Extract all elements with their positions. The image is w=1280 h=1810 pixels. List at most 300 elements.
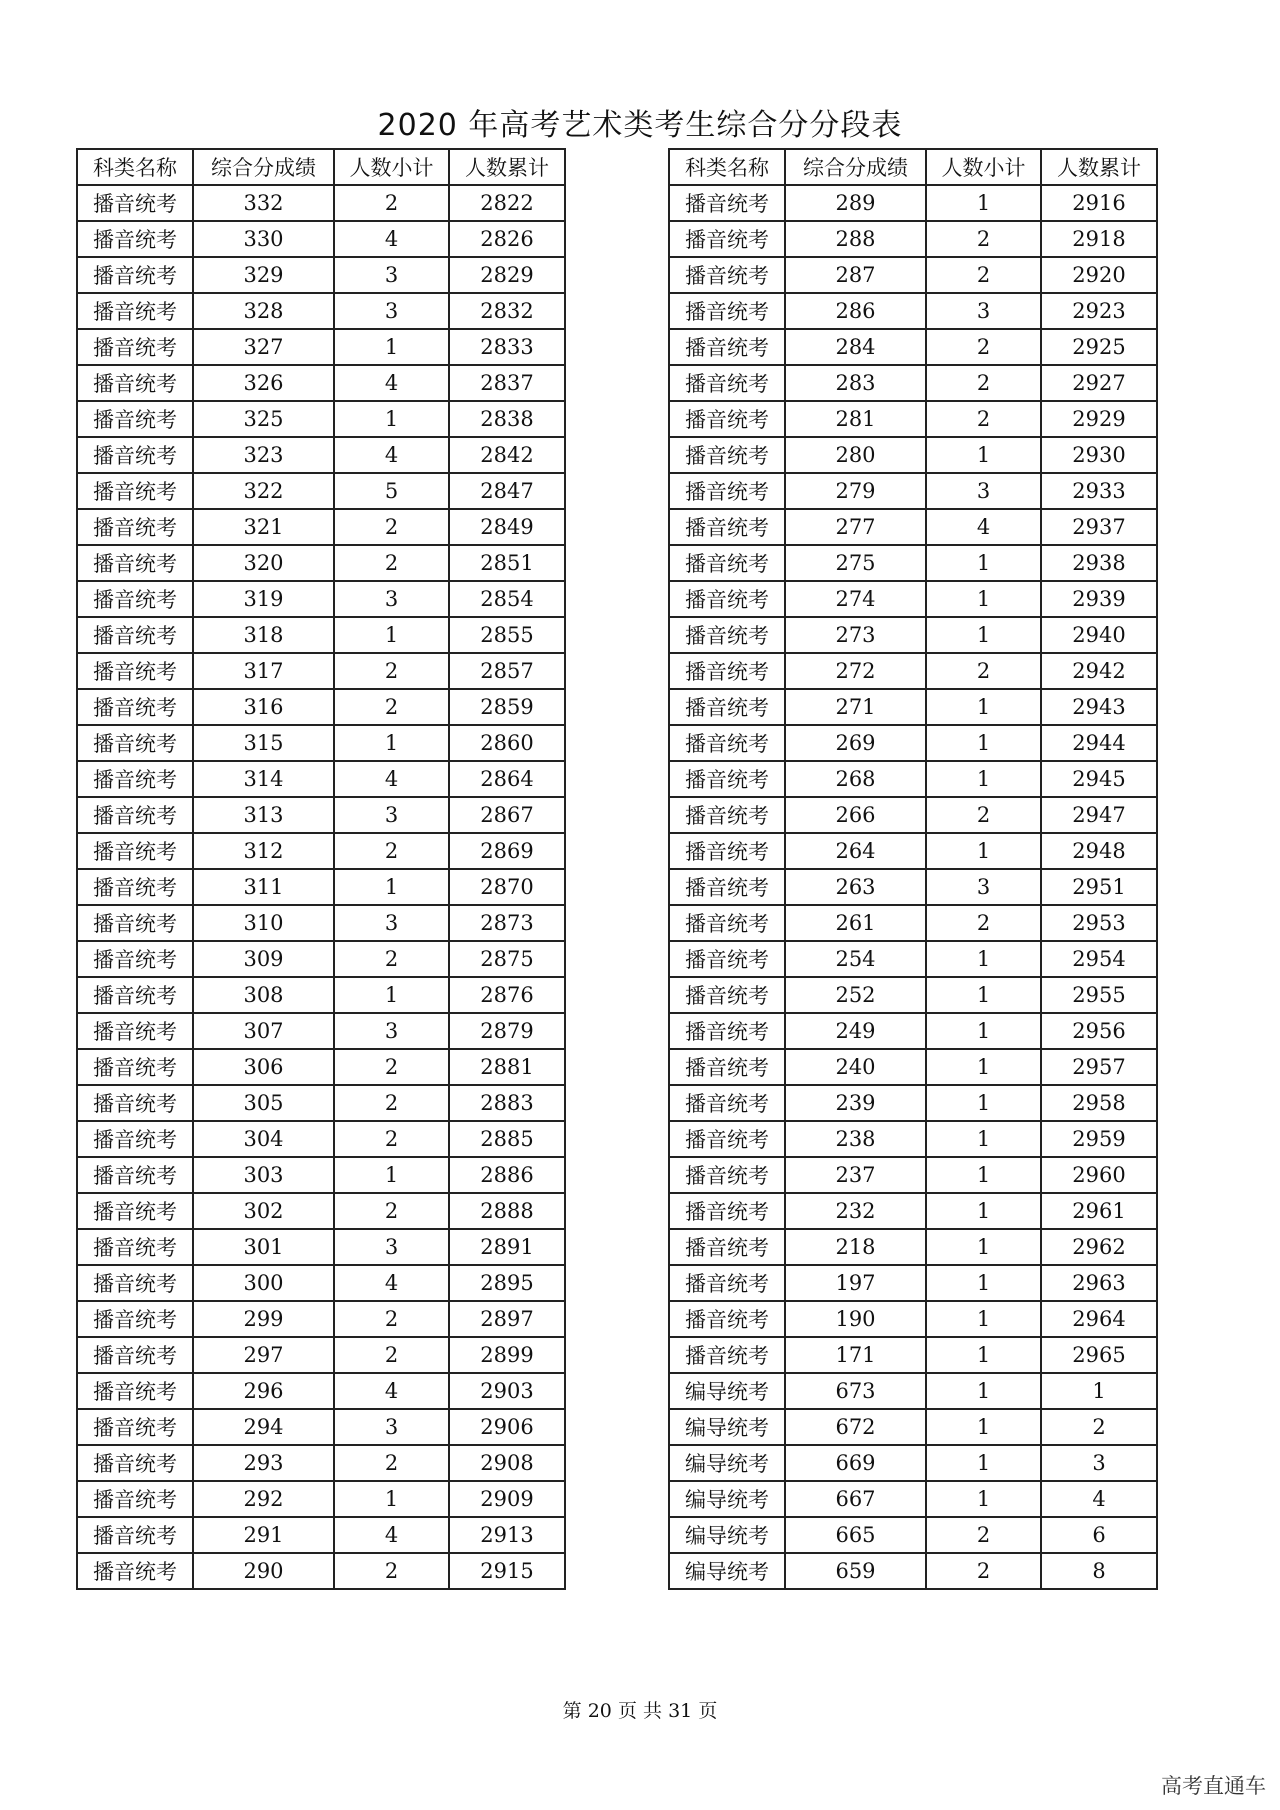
table-row <box>77 1157 565 1193</box>
table-row <box>669 761 1157 797</box>
footer-total-pages: 31 <box>668 1700 693 1722</box>
score-cell: 312 <box>193 833 334 869</box>
score-cell: 322 <box>193 473 334 509</box>
score-cell: 327 <box>193 329 334 365</box>
category-cell: 播音统考 <box>77 1085 193 1121</box>
table-row <box>669 977 1157 1013</box>
category-cell: 播音统考 <box>77 257 193 293</box>
score-cell: 237 <box>785 1157 926 1193</box>
score-cell: 310 <box>193 905 334 941</box>
cumulative-cell: 2962 <box>1041 1229 1157 1265</box>
score-cell: 313 <box>193 797 334 833</box>
cumulative-cell: 2857 <box>449 653 565 689</box>
table-row <box>77 1517 565 1553</box>
category-cell: 播音统考 <box>77 437 193 473</box>
footer-total-unit: 页 <box>698 1700 718 1722</box>
score-cell: 318 <box>193 617 334 653</box>
cumulative-cell: 2953 <box>1041 905 1157 941</box>
count-cell: 2 <box>334 545 449 581</box>
table-row <box>77 1085 565 1121</box>
table-row <box>77 761 565 797</box>
score-cell: 667 <box>785 1481 926 1517</box>
score-cell: 277 <box>785 509 926 545</box>
cumulative-cell: 2891 <box>449 1229 565 1265</box>
category-cell: 播音统考 <box>669 617 785 653</box>
score-cell: 305 <box>193 1085 334 1121</box>
table-header-row <box>669 149 1157 185</box>
cumulative-cell: 2869 <box>449 833 565 869</box>
count-cell: 1 <box>926 185 1041 221</box>
page-footer <box>0 1696 1280 1723</box>
score-cell: 288 <box>785 221 926 257</box>
category-cell: 播音统考 <box>669 437 785 473</box>
score-cell: 283 <box>785 365 926 401</box>
count-cell: 2 <box>926 653 1041 689</box>
count-cell: 2 <box>334 833 449 869</box>
score-cell: 323 <box>193 437 334 473</box>
cumulative-cell: 2945 <box>1041 761 1157 797</box>
score-cell: 669 <box>785 1445 926 1481</box>
category-cell: 播音统考 <box>669 1193 785 1229</box>
column-header-score: 综合分成绩 <box>193 149 334 185</box>
category-cell: 播音统考 <box>669 473 785 509</box>
table-row <box>669 221 1157 257</box>
score-cell: 299 <box>193 1301 334 1337</box>
score-cell: 315 <box>193 725 334 761</box>
cumulative-cell: 2959 <box>1041 1121 1157 1157</box>
count-cell: 5 <box>334 473 449 509</box>
count-cell: 2 <box>334 1301 449 1337</box>
table-row <box>77 1193 565 1229</box>
cumulative-cell: 2897 <box>449 1301 565 1337</box>
count-cell: 1 <box>334 1481 449 1517</box>
page-title: 2020 年高考艺术类考生综合分分段表 <box>377 108 903 143</box>
table-row <box>669 1013 1157 1049</box>
table-row <box>77 1121 565 1157</box>
score-cell: 171 <box>785 1337 926 1373</box>
table-row <box>77 1373 565 1409</box>
count-cell: 1 <box>926 1445 1041 1481</box>
table-row <box>77 617 565 653</box>
cumulative-cell: 2879 <box>449 1013 565 1049</box>
category-cell: 播音统考 <box>669 941 785 977</box>
score-cell: 307 <box>193 1013 334 1049</box>
score-cell: 287 <box>785 257 926 293</box>
column-header-cumulative: 人数累计 <box>1041 149 1157 185</box>
count-cell: 1 <box>926 761 1041 797</box>
table-row <box>669 1301 1157 1337</box>
count-cell: 1 <box>926 833 1041 869</box>
cumulative-cell: 2937 <box>1041 509 1157 545</box>
category-cell: 播音统考 <box>669 221 785 257</box>
cumulative-cell: 2916 <box>1041 185 1157 221</box>
score-cell: 308 <box>193 977 334 1013</box>
cumulative-cell: 2870 <box>449 869 565 905</box>
table-row <box>77 797 565 833</box>
footer-page-number: 20 <box>587 1700 612 1722</box>
score-cell: 261 <box>785 905 926 941</box>
table-row <box>669 1409 1157 1445</box>
table-row <box>77 977 565 1013</box>
footer-page-unit: 页 <box>617 1700 637 1722</box>
cumulative-cell: 2881 <box>449 1049 565 1085</box>
score-cell: 272 <box>785 653 926 689</box>
score-cell: 303 <box>193 1157 334 1193</box>
count-cell: 1 <box>334 617 449 653</box>
category-cell: 编导统考 <box>669 1553 785 1589</box>
category-cell: 编导统考 <box>669 1373 785 1409</box>
score-cell: 274 <box>785 581 926 617</box>
category-cell: 播音统考 <box>77 581 193 617</box>
cumulative-cell: 2963 <box>1041 1265 1157 1301</box>
count-cell: 2 <box>926 1517 1041 1553</box>
score-cell: 314 <box>193 761 334 797</box>
count-cell: 2 <box>334 689 449 725</box>
cumulative-cell: 2943 <box>1041 689 1157 725</box>
score-cell: 290 <box>193 1553 334 1589</box>
cumulative-cell: 2876 <box>449 977 565 1013</box>
count-cell: 4 <box>334 761 449 797</box>
category-cell: 播音统考 <box>669 1085 785 1121</box>
count-cell: 1 <box>334 869 449 905</box>
table-row <box>669 1265 1157 1301</box>
category-cell: 播音统考 <box>77 1049 193 1085</box>
count-cell: 4 <box>334 1517 449 1553</box>
table-row <box>77 581 565 617</box>
count-cell: 3 <box>334 1229 449 1265</box>
count-cell: 3 <box>926 869 1041 905</box>
table-row <box>669 869 1157 905</box>
count-cell: 4 <box>334 221 449 257</box>
count-cell: 2 <box>926 797 1041 833</box>
cumulative-cell: 2885 <box>449 1121 565 1157</box>
cumulative-cell: 2939 <box>1041 581 1157 617</box>
category-cell: 播音统考 <box>669 725 785 761</box>
count-cell: 1 <box>926 725 1041 761</box>
score-cell: 232 <box>785 1193 926 1229</box>
table-row <box>669 1229 1157 1265</box>
score-table-left <box>76 148 566 1590</box>
score-cell: 672 <box>785 1409 926 1445</box>
score-cell: 325 <box>193 401 334 437</box>
score-cell: 320 <box>193 545 334 581</box>
count-cell: 1 <box>926 689 1041 725</box>
category-cell: 播音统考 <box>669 797 785 833</box>
table-row <box>77 329 565 365</box>
category-cell: 播音统考 <box>669 365 785 401</box>
cumulative-cell: 2838 <box>449 401 565 437</box>
column-header-cumulative: 人数累计 <box>449 149 565 185</box>
cumulative-cell: 2873 <box>449 905 565 941</box>
count-cell: 2 <box>334 1049 449 1085</box>
table-row <box>77 1553 565 1589</box>
category-cell: 播音统考 <box>77 1553 193 1589</box>
count-cell: 2 <box>334 1553 449 1589</box>
table-row <box>77 905 565 941</box>
cumulative-cell: 4 <box>1041 1481 1157 1517</box>
table-row <box>77 293 565 329</box>
score-cell: 316 <box>193 689 334 725</box>
score-cell: 306 <box>193 1049 334 1085</box>
cumulative-cell: 2855 <box>449 617 565 653</box>
table-row <box>669 905 1157 941</box>
table-row <box>77 1229 565 1265</box>
count-cell: 2 <box>334 185 449 221</box>
category-cell: 播音统考 <box>77 509 193 545</box>
cumulative-cell: 2864 <box>449 761 565 797</box>
cumulative-cell: 2903 <box>449 1373 565 1409</box>
count-cell: 1 <box>334 977 449 1013</box>
cumulative-cell: 2942 <box>1041 653 1157 689</box>
score-cell: 249 <box>785 1013 926 1049</box>
table-header-row <box>77 149 565 185</box>
category-cell: 播音统考 <box>77 1265 193 1301</box>
count-cell: 1 <box>926 1229 1041 1265</box>
category-cell: 播音统考 <box>77 617 193 653</box>
score-table-right <box>668 148 1158 1590</box>
category-cell: 播音统考 <box>669 185 785 221</box>
score-cell: 197 <box>785 1265 926 1301</box>
count-cell: 3 <box>926 293 1041 329</box>
count-cell: 1 <box>926 1157 1041 1193</box>
category-cell: 播音统考 <box>669 1337 785 1373</box>
score-cell: 297 <box>193 1337 334 1373</box>
score-cell: 240 <box>785 1049 926 1085</box>
table-row <box>669 653 1157 689</box>
category-cell: 播音统考 <box>77 905 193 941</box>
count-cell: 4 <box>334 1265 449 1301</box>
count-cell: 3 <box>334 293 449 329</box>
cumulative-cell: 2925 <box>1041 329 1157 365</box>
category-cell: 播音统考 <box>669 689 785 725</box>
category-cell: 播音统考 <box>77 1481 193 1517</box>
table-row <box>669 1157 1157 1193</box>
score-cell: 300 <box>193 1265 334 1301</box>
category-cell: 播音统考 <box>77 365 193 401</box>
cumulative-cell: 2851 <box>449 545 565 581</box>
cumulative-cell: 2923 <box>1041 293 1157 329</box>
category-cell: 播音统考 <box>77 401 193 437</box>
cumulative-cell: 2826 <box>449 221 565 257</box>
count-cell: 3 <box>334 257 449 293</box>
table-row <box>669 473 1157 509</box>
category-cell: 播音统考 <box>669 977 785 1013</box>
column-header-count: 人数小计 <box>926 149 1041 185</box>
category-cell: 播音统考 <box>669 257 785 293</box>
table-row <box>669 581 1157 617</box>
category-cell: 播音统考 <box>77 869 193 905</box>
count-cell: 1 <box>926 1265 1041 1301</box>
count-cell: 1 <box>926 1373 1041 1409</box>
category-cell: 播音统考 <box>77 833 193 869</box>
cumulative-cell: 2956 <box>1041 1013 1157 1049</box>
category-cell: 播音统考 <box>77 1373 193 1409</box>
table-row <box>77 437 565 473</box>
count-cell: 4 <box>334 1373 449 1409</box>
category-cell: 播音统考 <box>77 941 193 977</box>
score-cell: 254 <box>785 941 926 977</box>
count-cell: 2 <box>334 1121 449 1157</box>
table-row <box>669 689 1157 725</box>
score-cell: 296 <box>193 1373 334 1409</box>
category-cell: 播音统考 <box>669 1121 785 1157</box>
table-row <box>77 185 565 221</box>
cumulative-cell: 2958 <box>1041 1085 1157 1121</box>
cumulative-cell: 2906 <box>449 1409 565 1445</box>
category-cell: 播音统考 <box>77 1301 193 1337</box>
cumulative-cell: 2849 <box>449 509 565 545</box>
category-cell: 播音统考 <box>77 1193 193 1229</box>
count-cell: 4 <box>334 365 449 401</box>
table-row <box>77 473 565 509</box>
count-cell: 1 <box>334 329 449 365</box>
score-cell: 286 <box>785 293 926 329</box>
score-cell: 263 <box>785 869 926 905</box>
score-cell: 309 <box>193 941 334 977</box>
category-cell: 播音统考 <box>669 293 785 329</box>
score-cell: 659 <box>785 1553 926 1589</box>
cumulative-cell: 2915 <box>449 1553 565 1589</box>
count-cell: 2 <box>926 221 1041 257</box>
cumulative-cell: 2 <box>1041 1409 1157 1445</box>
score-cell: 291 <box>193 1517 334 1553</box>
cumulative-cell: 2832 <box>449 293 565 329</box>
table-row <box>669 1193 1157 1229</box>
category-cell: 播音统考 <box>669 1157 785 1193</box>
score-cell: 190 <box>785 1301 926 1337</box>
cumulative-cell: 2875 <box>449 941 565 977</box>
count-cell: 1 <box>334 1157 449 1193</box>
category-cell: 播音统考 <box>77 977 193 1013</box>
table-row <box>669 401 1157 437</box>
score-cell: 311 <box>193 869 334 905</box>
cumulative-cell: 2842 <box>449 437 565 473</box>
cumulative-cell: 2964 <box>1041 1301 1157 1337</box>
count-cell: 3 <box>334 1013 449 1049</box>
score-cell: 328 <box>193 293 334 329</box>
score-cell: 252 <box>785 977 926 1013</box>
table-row <box>77 365 565 401</box>
score-cell: 284 <box>785 329 926 365</box>
score-cell: 275 <box>785 545 926 581</box>
count-cell: 1 <box>334 401 449 437</box>
count-cell: 2 <box>334 1337 449 1373</box>
count-cell: 1 <box>926 1085 1041 1121</box>
score-cell: 273 <box>785 617 926 653</box>
category-cell: 播音统考 <box>669 401 785 437</box>
column-header-score: 综合分成绩 <box>785 149 926 185</box>
count-cell: 1 <box>926 437 1041 473</box>
score-cell: 294 <box>193 1409 334 1445</box>
category-cell: 播音统考 <box>669 1265 785 1301</box>
table-row <box>77 257 565 293</box>
footer-page-word: 第 <box>562 1700 582 1722</box>
score-cell: 280 <box>785 437 926 473</box>
column-header-category: 科类名称 <box>77 149 193 185</box>
cumulative-cell: 2847 <box>449 473 565 509</box>
table-row <box>77 689 565 725</box>
cumulative-cell: 2927 <box>1041 365 1157 401</box>
footer-total-word: 共 <box>643 1700 663 1722</box>
table-row <box>669 1517 1157 1553</box>
category-cell: 播音统考 <box>669 1049 785 1085</box>
table-row <box>77 509 565 545</box>
category-cell: 播音统考 <box>669 329 785 365</box>
cumulative-cell: 2929 <box>1041 401 1157 437</box>
score-cell: 301 <box>193 1229 334 1265</box>
category-cell: 编导统考 <box>669 1445 785 1481</box>
count-cell: 2 <box>926 1553 1041 1589</box>
category-cell: 播音统考 <box>77 293 193 329</box>
count-cell: 1 <box>926 941 1041 977</box>
count-cell: 1 <box>926 1337 1041 1373</box>
category-cell: 播音统考 <box>669 905 785 941</box>
category-cell: 播音统考 <box>669 1301 785 1337</box>
cumulative-cell: 2944 <box>1041 725 1157 761</box>
category-cell: 播音统考 <box>669 545 785 581</box>
table-row <box>669 1085 1157 1121</box>
table-row <box>669 257 1157 293</box>
table-row <box>77 725 565 761</box>
score-cell: 239 <box>785 1085 926 1121</box>
score-cell: 332 <box>193 185 334 221</box>
table-row <box>669 1337 1157 1373</box>
count-cell: 1 <box>926 1301 1041 1337</box>
table-row <box>669 1481 1157 1517</box>
cumulative-cell: 2954 <box>1041 941 1157 977</box>
column-header-category: 科类名称 <box>669 149 785 185</box>
score-cell: 321 <box>193 509 334 545</box>
cumulative-cell: 2961 <box>1041 1193 1157 1229</box>
table-row <box>77 1409 565 1445</box>
count-cell: 2 <box>926 257 1041 293</box>
score-cell: 279 <box>785 473 926 509</box>
count-cell: 2 <box>926 401 1041 437</box>
count-cell: 2 <box>926 365 1041 401</box>
cumulative-cell: 2913 <box>449 1517 565 1553</box>
cumulative-cell: 2888 <box>449 1193 565 1229</box>
count-cell: 1 <box>926 581 1041 617</box>
cumulative-cell: 1 <box>1041 1373 1157 1409</box>
table-row <box>669 293 1157 329</box>
cumulative-cell: 2860 <box>449 725 565 761</box>
score-cell: 293 <box>193 1445 334 1481</box>
count-cell: 1 <box>926 1481 1041 1517</box>
count-cell: 1 <box>926 977 1041 1013</box>
category-cell: 播音统考 <box>77 1121 193 1157</box>
category-cell: 播音统考 <box>669 1229 785 1265</box>
table-row <box>669 437 1157 473</box>
count-cell: 2 <box>334 941 449 977</box>
count-cell: 2 <box>334 653 449 689</box>
count-cell: 3 <box>334 581 449 617</box>
table-row <box>669 617 1157 653</box>
count-cell: 2 <box>334 1193 449 1229</box>
table-row <box>669 1445 1157 1481</box>
table-row <box>669 833 1157 869</box>
category-cell: 播音统考 <box>77 653 193 689</box>
cumulative-cell: 6 <box>1041 1517 1157 1553</box>
category-cell: 播音统考 <box>77 329 193 365</box>
table-row <box>77 1301 565 1337</box>
category-cell: 编导统考 <box>669 1481 785 1517</box>
cumulative-cell: 2951 <box>1041 869 1157 905</box>
cumulative-cell: 2837 <box>449 365 565 401</box>
score-cell: 269 <box>785 725 926 761</box>
category-cell: 播音统考 <box>77 1445 193 1481</box>
cumulative-cell: 2955 <box>1041 977 1157 1013</box>
count-cell: 1 <box>926 617 1041 653</box>
